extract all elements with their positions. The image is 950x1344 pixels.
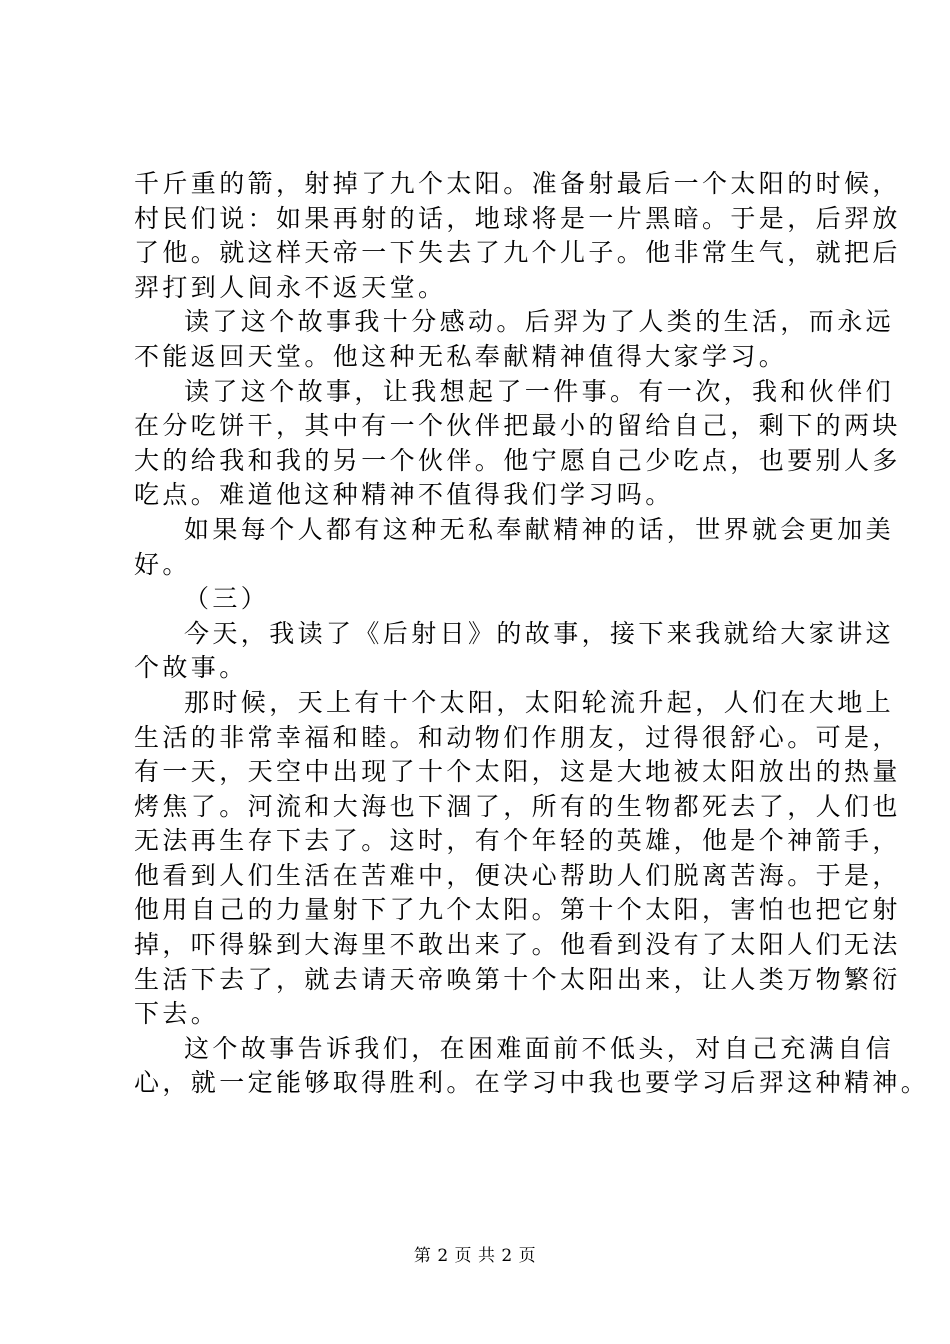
text-line: 了他。就这样天帝一下失去了九个儿子。他非常生气，就把后 [134,238,901,268]
text-line: 今天，我读了《后射日》的故事，接下来我就给大家讲这 [184,618,895,648]
text-line: 烤焦了。河流和大海也下涸了，所有的生物都死去了，人们也 [134,791,901,821]
text-line: 读了这个故事，让我想起了一件事。有一次，我和伙伴们 [184,376,895,406]
text-line: 那时候，天上有十个太阳，太阳轮流升起，人们在大地上 [184,687,895,717]
text-line: 村民们说：如果再射的话，地球将是一片黑暗。于是，后羿放 [134,203,901,233]
text-line: 下去。 [134,999,220,1029]
text-line: 有一天，天空中出现了十个太阳，这是大地被太阳放出的热量 [134,757,901,787]
page-footer: 第 2 页 共 2 页 [413,1246,537,1266]
text-line: 千斤重的箭，射掉了九个太阳。准备射最后一个太阳的时候， [134,169,901,198]
text-line: 大的给我和我的另一个伙伴。他宁愿自己少吃点，也要别人多 [134,445,901,475]
text-line: 他看到人们生活在苦难中，便决心帮助人们脱离苦海。于是， [134,860,901,890]
text-line: 生活下去了，就去请天帝唤第十个太阳出来，让人类万物繁衍 [134,964,901,994]
text-line: 掉，吓得躲到大海里不敢出来了。他看到没有了太阳人们无法 [134,930,901,960]
text-line: 不能返回天堂。他这种无私奉献精神值得大家学习。 [134,341,788,371]
text-line: 心，就一定能够取得胜利。在学习中我也要学习后羿这种精神。 [134,1068,930,1098]
text-line: 这个故事告诉我们，在困难面前不低头，对自己充满自信 [184,1033,895,1063]
text-line: 个故事。 [134,653,248,683]
text-line: （三） [184,584,270,614]
text-line: 好。 [134,549,191,579]
text-line: 无法再生存下去了。这时，有个年轻的英雄，他是个神箭手， [134,826,901,856]
text-line: 羿打到人间永不返天堂。 [134,272,447,302]
text-line: 如果每个人都有这种无私奉献精神的话，世界就会更加美 [184,514,895,544]
text-line: 吃点。难道他这种精神不值得我们学习吗。 [134,480,674,510]
text-line: 读了这个故事我十分感动。后羿为了人类的生活，而永远 [184,307,895,337]
body-text [134,167,930,1101]
text-line: 在分吃饼干，其中有一个伙伴把最小的留给自己，剩下的两块 [134,411,901,441]
text-line: 生活的非常幸福和睦。和动物们作朋友，过得很舒心。可是， [134,722,901,752]
text-line: 他用自己的力量射下了九个太阳。第十个太阳，害怕也把它射 [134,895,901,925]
